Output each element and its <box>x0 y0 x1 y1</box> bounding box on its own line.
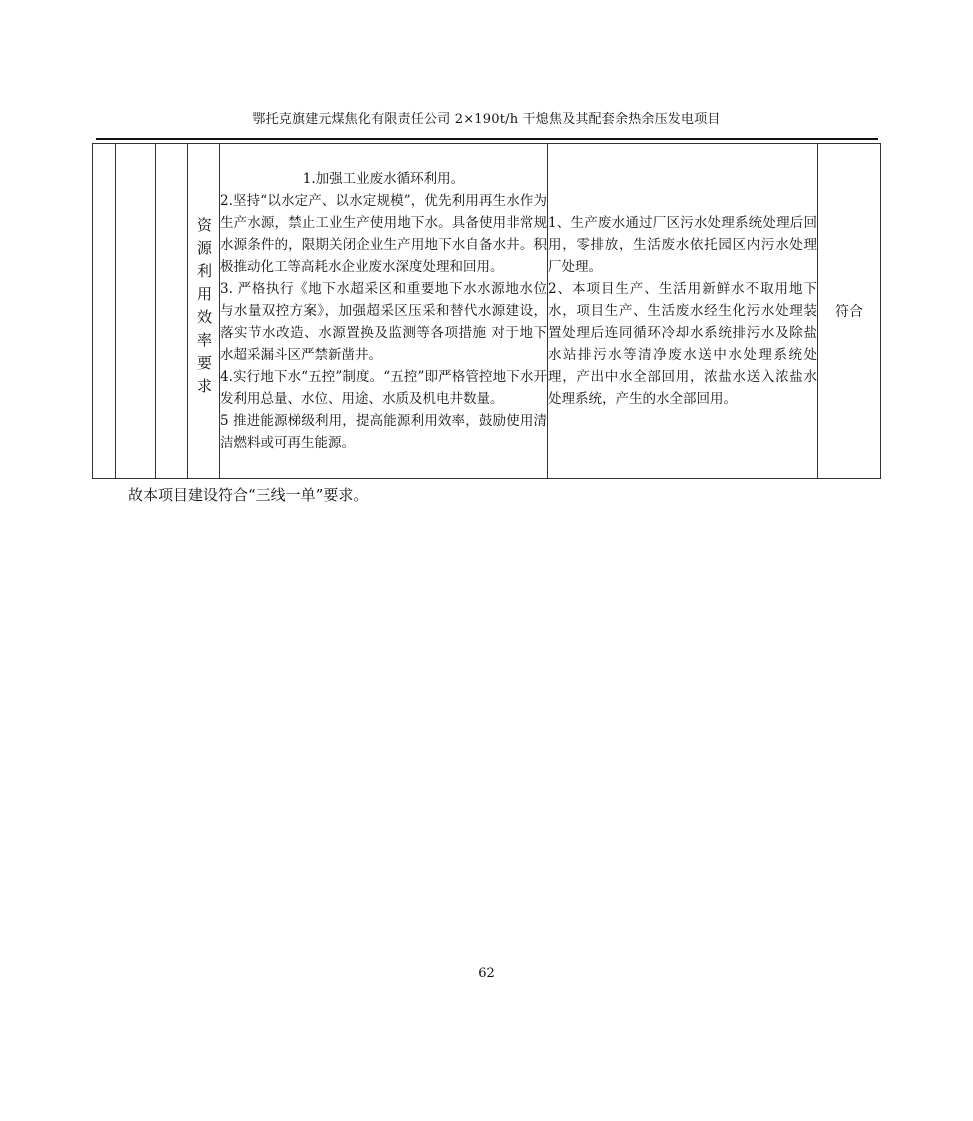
category-cell <box>188 144 220 479</box>
page-header: 鄂托克旗建元煤焦化有限责任公司 2×190t/h 干熄焦及其配套余热余压发电项目 <box>252 112 721 127</box>
requirements-cell <box>220 144 548 479</box>
header-divider <box>96 138 878 140</box>
page-number: 62 <box>478 966 495 981</box>
category-label: 资源利用效率要求 <box>195 217 213 401</box>
requirement-item: 2.坚持“以水定产、以水定规模”，优先利用再生水作为生产水源，禁止工业生产使用地下水。具备使用非常规水源条件的，限期关闭企业生产用地下水自备水井。积极推动化工等高耗水企业废水深度处理和回用。 <box>220 193 547 275</box>
blank-cell-3 <box>156 144 188 479</box>
requirement-item: 1.加强工业废水循环利用。 <box>302 171 465 187</box>
status-item: 1、生产废水通过厂区污水处理系统处理后回用，零排放，生活废水依托园区内污水处理厂处理。 <box>548 215 817 275</box>
blank-cell-1 <box>93 144 116 479</box>
compliance-table <box>92 143 881 479</box>
conclusion-text: 故本项目建设符合“三线一单”要求。 <box>128 486 369 504</box>
status-item: 2、本项目生产、生活用新鲜水不取用地下水，项目生产、生活废水经生化污水处理装置处理后连同循环冷却水系统排污水及除盐水站排污水等清净废水送中水处理系统处理，产出中水全部回用，浓盐水送入浓盐水处理系统，产生的水全部回用。 <box>548 281 817 407</box>
requirement-item: 5 推进能源梯级利用，提高能源利用效率，鼓励使用清洁燃料或可再生能源。 <box>220 413 547 451</box>
blank-cell-2 <box>116 144 156 479</box>
verdict-cell: 符合 <box>818 144 881 479</box>
requirement-item: 4.实行地下水“五控”制度。“五控”即严格管控地下水开发利用总量、水位、用途、水质及机电井数量。 <box>220 369 547 407</box>
project-status-cell <box>548 144 818 479</box>
table-row <box>93 144 881 479</box>
requirement-item: 3. 严格执行《地下水超采区和重要地下水水源地水位与水量双控方案》，加强超采区压采和替代水源建设，落实节水改造、水源置换及监测等各项措施 对于地下水超采漏斗区严禁新凿井。 <box>220 281 547 363</box>
